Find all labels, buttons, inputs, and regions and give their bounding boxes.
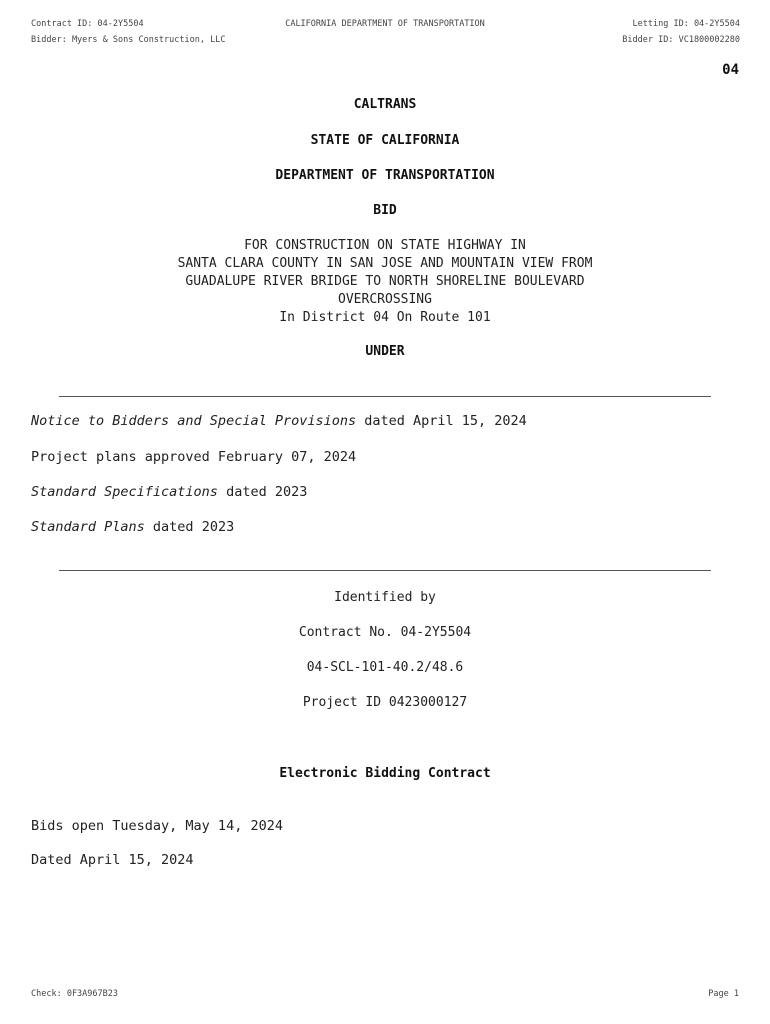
- header-letting-id: Letting ID: 04-2Y5504: [632, 19, 740, 29]
- description-line: OVERCROSSING: [338, 292, 432, 307]
- reference-specifications: [31, 484, 307, 500]
- footer-check: Check: 0F3A967B23: [31, 989, 118, 999]
- project-id: Project ID 0423000127: [302, 695, 468, 710]
- contract-number: Contract No. 04-2Y5504: [298, 625, 472, 640]
- description-line: In District 04 On Route 101: [279, 310, 491, 325]
- reference-plans: [31, 449, 356, 465]
- header-agency: CALIFORNIA DEPARTMENT OF TRANSPORTATION: [285, 19, 485, 29]
- district-number: 04: [722, 62, 739, 78]
- reference-plans-text: Project plans approved February 07, 2024: [31, 449, 357, 465]
- reference-specifications-date: dated 2023: [217, 484, 308, 500]
- reference-standard-plans-date: dated 2023: [144, 519, 235, 535]
- project-description: [0, 237, 770, 327]
- reference-standard-plans: [31, 519, 234, 535]
- footer-page-number: Page 1: [708, 989, 739, 999]
- reference-specifications-title: Standard Specifications: [31, 484, 218, 500]
- description-line: FOR CONSTRUCTION ON STATE HIGHWAY IN: [244, 238, 526, 253]
- divider: [59, 396, 711, 397]
- reference-notice-title: Notice to Bidders and Special Provisions: [31, 413, 357, 429]
- header-bidder: Bidder: Myers & Sons Construction, LLC: [31, 35, 226, 45]
- reference-notice: [31, 413, 527, 429]
- description-line: SANTA CLARA COUNTY IN SAN JOSE AND MOUNTAIN VIEW FROM: [177, 256, 593, 271]
- bids-open-date: Bids open Tuesday, May 14, 2024: [31, 818, 283, 834]
- reference-notice-date: dated April 15, 2024: [356, 413, 527, 429]
- header-bidder-id: Bidder ID: VC1800002280: [622, 35, 740, 45]
- contract-type: Electronic Bidding Contract: [279, 766, 491, 781]
- title-department: DEPARTMENT OF TRANSPORTATION: [275, 168, 495, 183]
- reference-standard-plans-title: Standard Plans: [31, 519, 145, 535]
- under-heading: UNDER: [365, 344, 405, 359]
- title-caltrans: CALTRANS: [353, 97, 417, 112]
- divider: [59, 570, 711, 571]
- title-bid: BID: [373, 203, 397, 218]
- identified-by-label: Identified by: [334, 590, 436, 605]
- description-line: GUADALUPE RIVER BRIDGE TO NORTH SHORELINE BOULEVARD: [185, 274, 585, 289]
- location-code: 04-SCL-101-40.2/48.6: [306, 660, 464, 675]
- issue-date: Dated April 15, 2024: [31, 852, 194, 868]
- header-contract-id: Contract ID: 04-2Y5504: [31, 19, 144, 29]
- title-state: STATE OF CALIFORNIA: [310, 133, 460, 148]
